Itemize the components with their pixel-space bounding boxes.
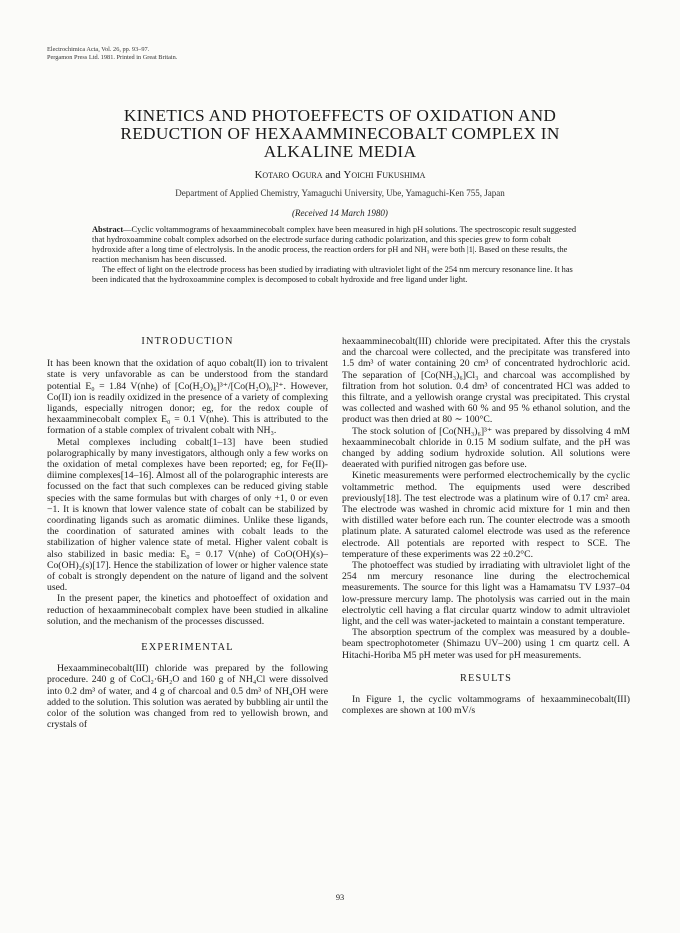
title-line-2: REDUCTION OF HEXAAMMINECOBALT COMPLEX IN — [120, 124, 560, 143]
abstract-text-1: —Cyclic voltammograms of hexaamminecobalt complex have been measured in high pH solutions. The spectroscopic result suggested that hydroxoammine cobalt complex adsorbed on the electrode surface during cathodic polarization, and this species grew to form cobalt hydroxide after a long time of electrolysis. In the anodic process, the reaction orders for pH and NH₃ were both |1|. Based on these results, the reaction mechanism has been discussed. — [92, 225, 577, 265]
abstract-paragraph-2: The effect of light on the electrode process has been studied by irradiating with ultraviolet light of the 254 nm mercury resonance line. It has been indicated that the hydroxoammine complex is decomposed to cobalt hydroxide and free ligand under light. — [92, 265, 573, 285]
left-column — [47, 336, 328, 731]
intro-paragraph-2: Metal complexes including cobalt[1–13] have been studied polarographically by many investigators, although only a few works on the oxidation of metal complexes have been reported; eg, for Fe(II)-diimine complexes[14–16]. Almost all of the polarographic interests are focussed on the fact that such complexes can be reduced giving stable species with the same formulas but with charges of only +1, 0 or even −1. It is known that lower valence state of cobalt can be stabilized by coordinating ligands such as aromatic diimines. Unlike these ligands, the coordination of saturated amines with cobalt leads to the stabilization of higher valence state of metal. Higher valent cobalt is also stabilized in basic media: E₀ = 0.17 V(nhe) of CoO(OH)(s)–Co(OH)₂(s)[17]. Hence the stabilization of lower or higher valence state of cobalt is strongly dependent on the nature of ligand and the solvent used. — [47, 436, 328, 594]
article-title — [0, 107, 680, 161]
experimental-paragraph-2: The stock solution of [Co(NH₃)₆]³⁺ was prepared by dissolving 4 mM hexaamminecobalt chloride in 0.15 M sodium sulfate, and the pH was changed by adding sodium hydroxide solution. All solutions were deaerated with purified nitrogen gas before use. — [342, 425, 630, 471]
results-heading: RESULTS — [459, 672, 513, 684]
intro-paragraph-1: It has been known that the oxidation of aquo cobalt(II) ion to trivalent state is very unfavorable as can be understood from the standard potential E₀ = 1.84 V(nhe) of [Co(H₂O)₆]³⁺/[Co(H₂O)₆]²⁺. However, Co(II) ion is readily oxidized in the presence of a variety of complexing ligands, especially nitrogen donor; eg, for the redox couple of hexaamminecobalt complex E₀ = 0.1 V(nhe). This is attributed to the formation of a stable complex of trivalent cobalt with NH₃. — [47, 358, 328, 437]
publisher-line: Pergamon Press Ltd. 1981. Printed in Great Britain. — [47, 54, 178, 61]
experimental-paragraph-3: Kinetic measurements were performed electrochemically by the cyclic voltammetric method. The equipments used were described previously[18]. The test electrode was a platinum wire of 0.17 cm² area. The electrode was washed in chromic acid mixture for 1 min and then with distilled water before each run. The counter electrode was a smooth platinum plate. A saturated calomel electrode was used as the reference electrode. All potentials are reported with respect to SCE. The temperature of these experiments was 22 ±0.2°C. — [342, 470, 630, 560]
abstract-paragraph-1 — [92, 225, 577, 265]
experimental-heading: EXPERIMENTAL — [141, 642, 234, 654]
affiliation: Department of Applied Chemistry, Yamaguchi University, Ube, Yamaguchi-Ken 755, Japan — [175, 188, 505, 198]
author-1: Kotaro Ogura — [254, 169, 323, 181]
experimental-paragraph-5: The absorption spectrum of the complex was measured by a double-beam spectrophotometer (Shimazu UV–200) using 1 cm quartz cell. A Hitachi-Horiba M5 pH meter was used for pH measurements. — [342, 627, 630, 661]
title-line-1: KINETICS AND PHOTOEFFECTS OF OXIDATION AND — [123, 106, 557, 125]
experimental-paragraph-1: Hexaamminecobalt(III) chloride was prepared by the following procedure. 240 g of CoCl₂·6H₂O and 160 g of NH₄Cl were dissolved into 0.2 dm³ of water, and 4 g of charcoal and 0.5 dm³ of NH₄OH were added to the solution. This solution was aerated by bubbling air until the color of the solution was changed from red to yellowish brown, and crystals of — [47, 663, 328, 731]
abstract — [92, 225, 577, 286]
experimental-paragraph-1-continued: hexaamminecobalt(III) chloride were precipitated. After this the crystals and the charcoal were collected, and the precipitate was transfered into 1.5 dm³ of water containing 20 cm³ of concentrated hydrochloric acid. The separation of [Co(NH₃)₆]Cl₃ and charcoal was accomplished by filtration from hot solution. 0.4 dm³ of concentrated HCl was added to this filtrate, and a yellowish orange crystal was precipitated. This crystal was collected and washed with 60 % and 95 % ethanol solution, and the product was then dried at 80 ∼ 100°C. — [342, 336, 630, 426]
author-conjunction: and — [322, 169, 344, 181]
author-2: Yoichi Fukushima — [343, 169, 426, 181]
journal-header — [47, 46, 177, 62]
received-date: (Received 14 March 1980) — [292, 208, 388, 218]
intro-paragraph-3: In the present paper, the kinetics and photoeffect of oxidation and reduction of hexaamminecobalt complex have been studied in alkaline solution, and the mechanism of the processes discussed. — [47, 593, 328, 627]
journal-citation: Electrochimica Acta, Vol. 26, pp. 93–97. — [47, 46, 150, 53]
abstract-label: Abstract — [92, 225, 124, 234]
experimental-paragraph-4: The photoeffect was studied by irradiating with ultraviolet light of the 254 nm mercury resonance line during the electrochemical measurements. The source for this light was a Hamamatsu TV L937–04 low-pressure mercury lamp. The photolysis was carried out in the main electrolytic cell having a flat circular quartz window to admit ultraviolet light, and the cell was water-jacketed to maintain a constant temperature. — [342, 560, 630, 628]
results-paragraph-1: In Figure 1, the cyclic voltammograms of hexaamminecobalt(III) complexes are shown at 100 mV/s — [342, 694, 630, 717]
page-number: 93 — [335, 893, 345, 902]
introduction-heading: INTRODUCTION — [141, 336, 234, 347]
author-list — [0, 169, 680, 181]
title-line-3: ALKALINE MEDIA — [263, 142, 417, 161]
right-column — [342, 336, 630, 717]
